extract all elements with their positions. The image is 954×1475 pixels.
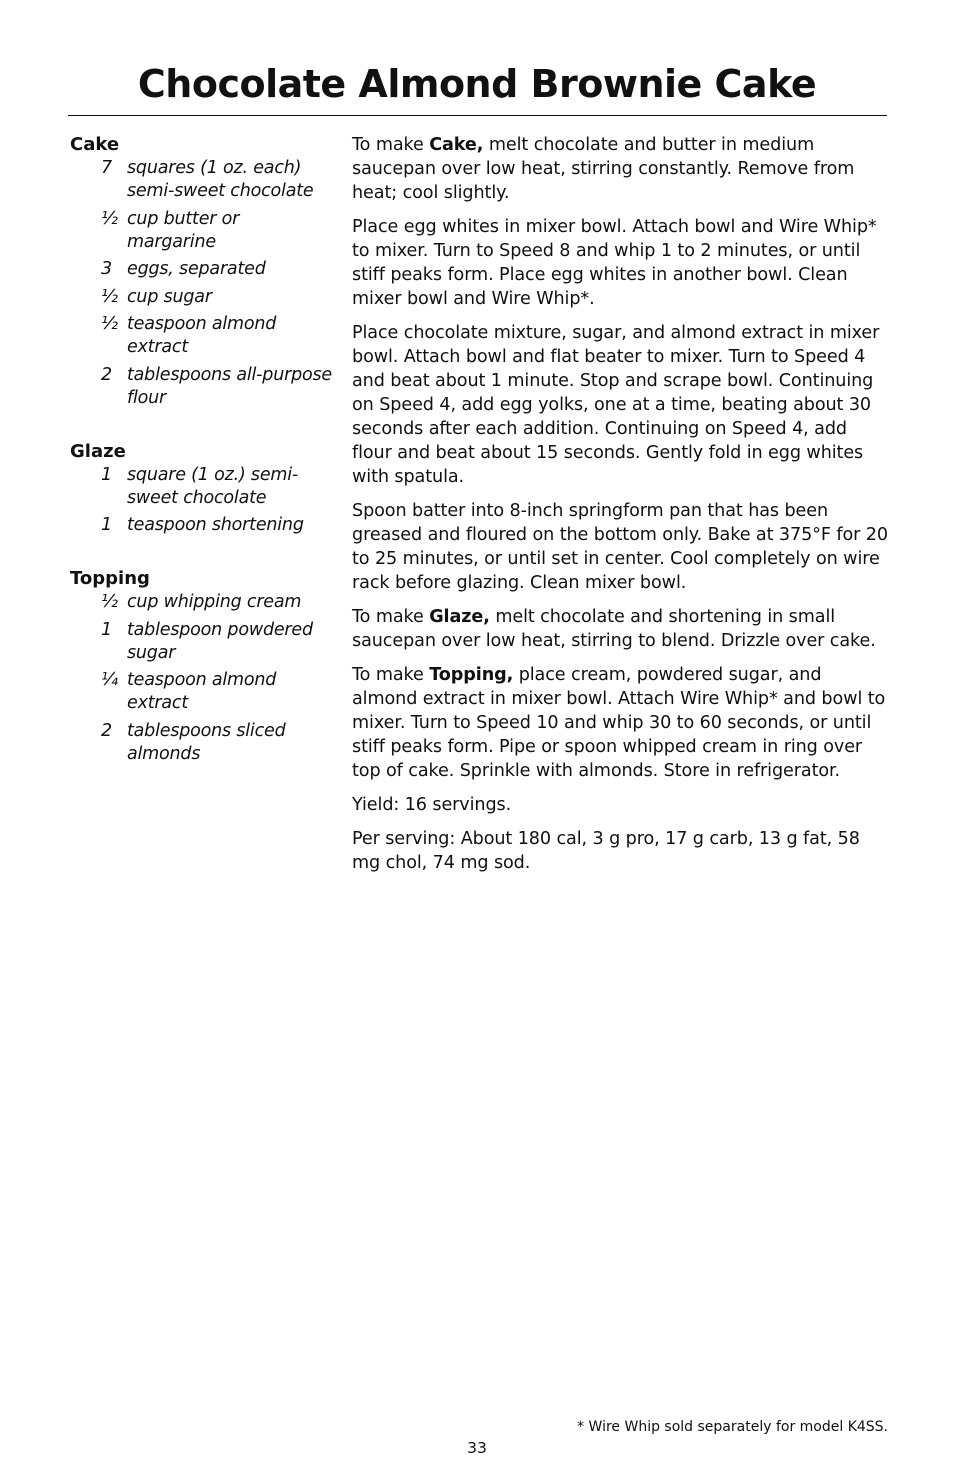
direction-text: Yield: 16 servings.: [352, 795, 512, 815]
ingredient-item: [70, 286, 332, 309]
ingredient-description: eggs, separated: [127, 259, 266, 279]
direction-paragraph: [352, 499, 892, 595]
ingredient-quantity: ½: [101, 314, 118, 334]
ingredient-quantity: 7: [101, 158, 112, 178]
ingredient-item: [70, 619, 332, 665]
ingredient-item: [70, 313, 332, 359]
ingredient-quantity: 1: [101, 619, 112, 640]
ingredient-quantity: ½: [101, 208, 118, 229]
ingredient-quantity: ½: [101, 592, 118, 612]
ingredient-description: tablespoon powdered sugar: [127, 619, 313, 663]
direction-text: melt chocolate and butter in medium saucepan over low heat, stirring constantly. Remove from heat; cool slightly.: [352, 135, 855, 203]
ingredient-quantity: 3: [101, 259, 112, 279]
ingredient-quantity: ¼: [101, 670, 118, 690]
ingredient-quantity: 2: [101, 720, 112, 741]
ingredient-description: teaspoon shortening: [127, 515, 304, 535]
direction-text: melt chocolate and shortening in small saucepan over low heat, stirring to blend. Drizzle over cake.: [352, 607, 876, 651]
ingredient-item: [70, 157, 332, 203]
ingredient-item: [70, 464, 332, 510]
direction-paragraph: [352, 215, 892, 311]
direction-section-name: Topping,: [429, 665, 514, 685]
ingredient-item: [70, 258, 332, 281]
ingredient-description: teaspoon almond extract: [127, 670, 277, 713]
direction-paragraph: [352, 793, 892, 817]
directions-column: [352, 133, 892, 885]
ingredient-description: tablespoons all-purpose flour: [127, 364, 332, 408]
glaze-ingredient-list: [70, 464, 332, 538]
direction-paragraph: [352, 827, 892, 875]
direction-prefix: To make: [352, 135, 430, 155]
cake-ingredient-list: [70, 157, 332, 410]
direction-section-name: Cake,: [429, 135, 484, 155]
ingredient-item: [70, 514, 332, 537]
ingredient-description: cup whipping cream: [127, 592, 302, 612]
direction-section-name: Glaze,: [429, 607, 490, 627]
ingredient-description: teaspoon almond extract: [127, 314, 277, 357]
topping-ingredient-list: [70, 591, 332, 766]
title-rule: [68, 115, 887, 116]
direction-paragraph: [352, 663, 892, 783]
ingredient-quantity: 1: [101, 515, 112, 535]
ingredient-item: [70, 364, 332, 410]
ingredient-description: tablespoons sliced almonds: [127, 720, 286, 764]
direction-prefix: To make: [352, 607, 430, 627]
ingredient-item: [70, 720, 332, 766]
ingredient-description: square (1 oz.) semi-sweet chocolate: [127, 464, 299, 508]
ingredient-description: squares (1 oz. each) semi-sweet chocolate: [127, 158, 314, 201]
direction-paragraph: [352, 605, 892, 653]
cake-heading: Cake: [70, 134, 120, 155]
ingredient-quantity: 2: [101, 364, 112, 385]
ingredient-item: [70, 669, 332, 715]
ingredient-item: [70, 591, 332, 614]
footnote: * Wire Whip sold separately for model K4SS.: [577, 1419, 888, 1435]
ingredient-quantity: ½: [101, 286, 118, 307]
ingredient-item: [70, 208, 332, 254]
cake-ingredients: [70, 133, 332, 410]
direction-text: Place egg whites in mixer bowl. Attach bowl and Wire Whip* to mixer. Turn to Speed 8 and whip 1 to 2 minutes, or until stiff peaks form. Place egg whites in another bowl. Clean mixer bowl and Wire Whip*.: [352, 217, 877, 309]
direction-text: place cream, powdered sugar, and almond extract in mixer bowl. Attach Wire Whip* and bowl to mixer. Turn to Speed 10 and whip 30 to 60 seconds, or until stiff peaks form. Pipe or spoon whipped cream in ring over top of cake. Sprinkle with almonds. Store in refrigerator.: [352, 665, 886, 781]
topping-ingredients: [70, 567, 332, 766]
direction-paragraph: [352, 321, 892, 489]
direction-text: Per serving: About 180 cal, 3 g pro, 17 g carb, 13 g fat, 58 mg chol, 74 mg sod.: [352, 829, 860, 873]
direction-text: Spoon batter into 8-inch springform pan that has been greased and floured on the bottom only. Bake at 375°F for 20 to 25 minutes, or until set in center. Cool completely on wire rack before glazing. Clean mixer bowl.: [352, 501, 888, 593]
ingredient-description: cup butter or margarine: [127, 208, 240, 252]
direction-prefix: To make: [352, 665, 430, 685]
ingredient-description: cup sugar: [127, 286, 212, 307]
page-title: Chocolate Almond Brownie Cake: [137, 62, 817, 106]
ingredients-column: [70, 133, 332, 796]
direction-text: Place chocolate mixture, sugar, and almond extract in mixer bowl. Attach bowl and flat beater to mixer. Turn to Speed 4 and beat about 1 minute. Stop and scrape bowl. Continuing on Speed 4, add egg yolks, one at a time, beating about 30 seconds after each addition. Continuing on Speed 4, add flour and beat about 15 seconds. Gently fold in egg whites with spatula.: [352, 323, 880, 487]
ingredient-quantity: 1: [101, 464, 112, 485]
topping-heading: Topping: [70, 568, 150, 589]
glaze-ingredients: [70, 440, 332, 538]
direction-paragraph: [352, 133, 892, 205]
glaze-heading: Glaze: [70, 440, 126, 462]
page-number: 33: [467, 1439, 487, 1457]
